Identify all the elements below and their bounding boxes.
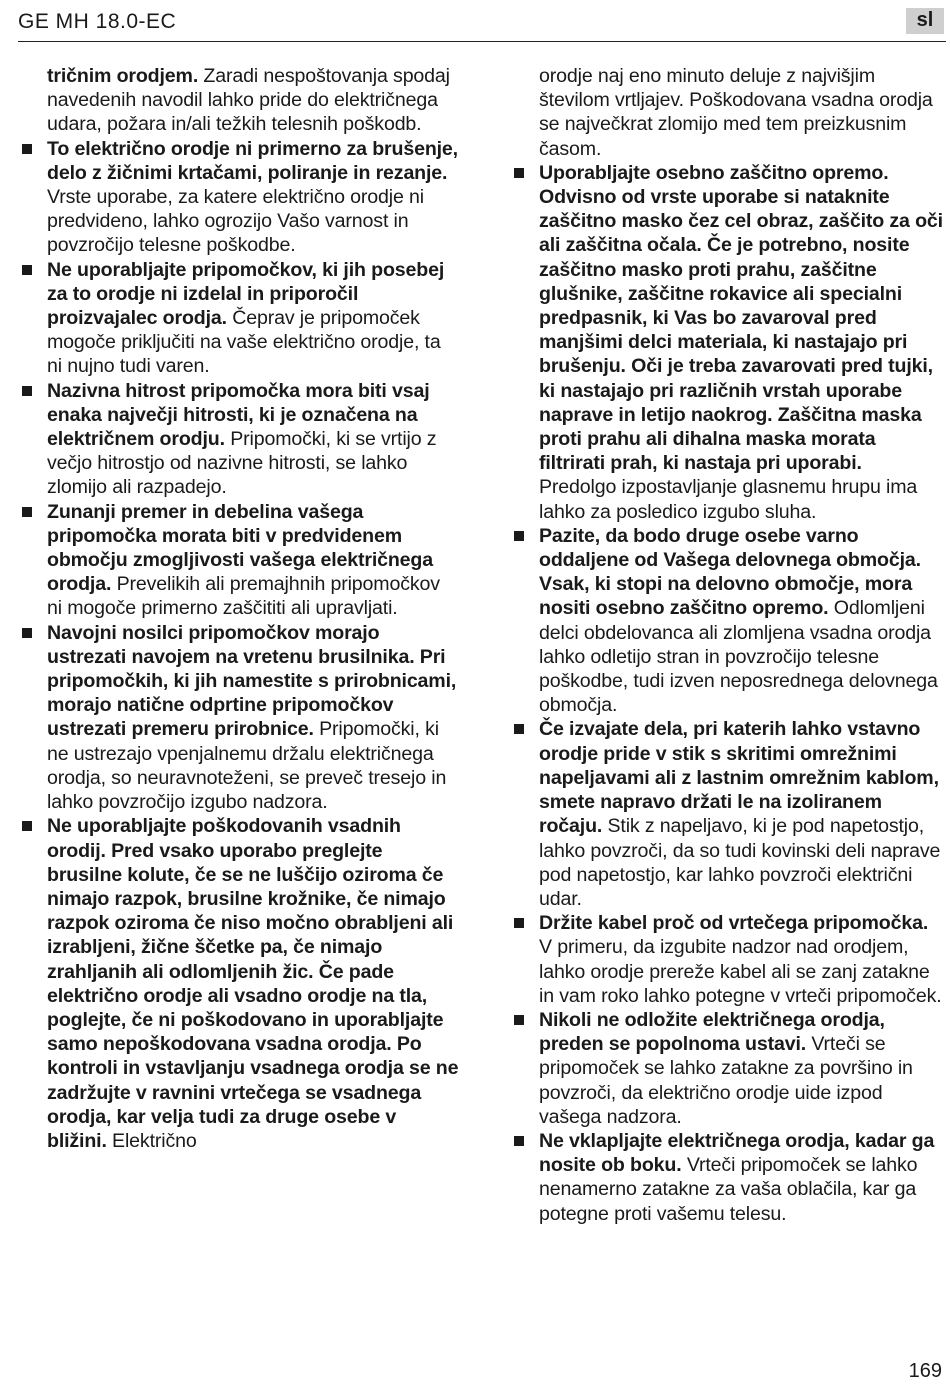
continuation-paragraph: orodje naj eno minuto deluje z najvišjim številom vrtljajev. Poškodovana vsadna orodja se največkrat zlomijo med tem preizkusnim časom. xyxy=(539,65,933,160)
safety-item-cable: Držite kabel proč od vrtečega pripomočka. V primeru, da izgubite nadzor nad orodjem, lahko orodje prereže kabel ali se zanj zatakne in vam roko lahko potegne v vrteči pripomoček. xyxy=(512,911,944,1008)
safety-item-diameter: Zunanji premer in debelina vašega pripomočka morata biti v predvidenem območju zmogljivosti vašega električnega orodja. Prevelikih ali premajhnih pripomočkov ni mogoče primerno zaščititi ali upravljati. xyxy=(20,500,460,621)
right-column xyxy=(512,64,944,1226)
safety-item-protective-equipment: Uporabljajte osebno zaščitno opremo. Odvisno od vrste uporabe si nataknite zaščitno masko čez cel obraz, zaščito za oči ali zaščitna očala. Če je potrebno, nosite zaščitno masko proti prahu, zaščitne glušnike, zaščitne rokavice ali specialni predpasnik, ki Vas bo zavaroval pred manjšimi delci materiala, ki nastajajo pri brušenju. Oči je treba zavarovati pred tujki, ki nastajajo pri različnih vrstah uporabe naprave in letijo naokrog. Zaščitna maska proti prahu ali dihalna maska morata filtrirati prah, ki nastaja pri uporabi. Predolgo izpostavljanje glasnemu hrupu ima lahko za posledico izgubo sluha. xyxy=(512,161,944,524)
page-header xyxy=(18,8,946,42)
continuation-paragraph: tričnim orodjem. Zaradi nespoštovanja spodaj navedenih navodil lahko pride do električnega udara, požara in/ali težkih telesnih poškodb. xyxy=(47,65,450,136)
safety-item-hidden-wiring: Če izvajate dela, pri katerih lahko vstavno orodje pride v stik s skritimi omrežnimi napeljavami ali z lastnim omrežnim kablom, smete napravo držati le na izoliranem ročaju. Stik z napeljavo, ki je pod napetostjo, lahko povzroči, da so tudi kovinski deli naprave pod napetostjo, kar lahko povzroči električni udar. xyxy=(512,717,944,911)
safety-item-unsuitable-uses: To električno orodje ni primerno za brušenje, delo z žičnimi krtačami, poliranje in rezanje. Vrste uporabe, za katere električno orodje ni predvideno, lahko ogrozijo Vašo varnost in povzročijo telesne poškodbe. xyxy=(20,137,460,258)
safety-item-damaged-tools: Ne uporabljajte poškodovanih vsadnih orodij. Pred vsako uporabo preglejte brusilne kolute, če se ne luščijo oziroma če nimajo razpok, brusilne krožnike, če nimajo razpok oziroma če niso močno obrabljeni ali izrabljeni, žične ščetke pa, če nimajo zrahljanih ali odlomljenih žic. Če pade električno orodje ali vsadno orodje na tla, poglejte, če ni poškodovano in uporabljajte samo nepoškodovana vsadna orodja. Po kontroli in vstavljanju vsadnega orodja se ne zadržujte v ravnini vrtečega se vsadnega orodja, kar velja tudi za druge osebe v bližini. Električno xyxy=(20,814,460,1153)
language-badge: sl xyxy=(906,8,944,34)
safety-item-accessories: Ne uporabljajte pripomočkov, ki jih posebej za to orodje ni izdelal in priporočil proizvajalec orodja. Čeprav je pripomoček mogoče priključiti na vaše električno orodje, ta ni nujno tudi varen. xyxy=(20,258,460,379)
safety-item-set-down: Nikoli ne odložite električnega orodja, preden se popolnoma ustavi. Vrteči se pripomoček se lahko zatakne za površino in povzroči, da električno orodje uide izpod vašega nadzora. xyxy=(512,1008,944,1129)
safety-item-carrying: Ne vklapljajte električnega orodja, kadar ga nosite ob boku. Vrteči pripomoček se lahko nenamerno zatakne za vaša oblačila, kar ga potegne proti vašemu telesu. xyxy=(512,1129,944,1226)
left-column xyxy=(20,64,460,1153)
safety-item-thread: Navojni nosilci pripomočkov morajo ustrezati navojem na vretenu brusilnika. Pri pripomočkih, ki jih namestite s prirobnicami, morajo natične odprtine pripomočkov ustrezati premeru prirobnice. Pripomočki, ki ne ustrezajo vpenjalnemu držalu električnega orodja, so neuravnoteženi, se preveč tresejo in lahko povzročijo izgubo nadzora. xyxy=(20,621,460,815)
safety-item-rated-speed: Nazivna hitrost pripomočka mora biti vsaj enaka največji hitrosti, ki je označena na električnem orodju. Pripomočki, ki se vrtijo z večjo hitrostjo od nazivne hitrosti, se lahko zlomijo ali razpadejo. xyxy=(20,379,460,500)
model-name: GE MH 18.0-EC xyxy=(18,10,177,33)
page-number: 169 xyxy=(908,1360,942,1382)
safety-item-bystanders: Pazite, da bodo druge osebe varno oddaljene od Vašega delovnega območja. Vsak, ki stopi na delovno območje, mora nositi osebno zaščitno opremo. Odlomljeni delci obdelovanca ali zlomljena vsadna orodja lahko odletijo stran in povzročijo telesne poškodbe, tudi izven neposrednega delovnega območja. xyxy=(512,524,944,718)
